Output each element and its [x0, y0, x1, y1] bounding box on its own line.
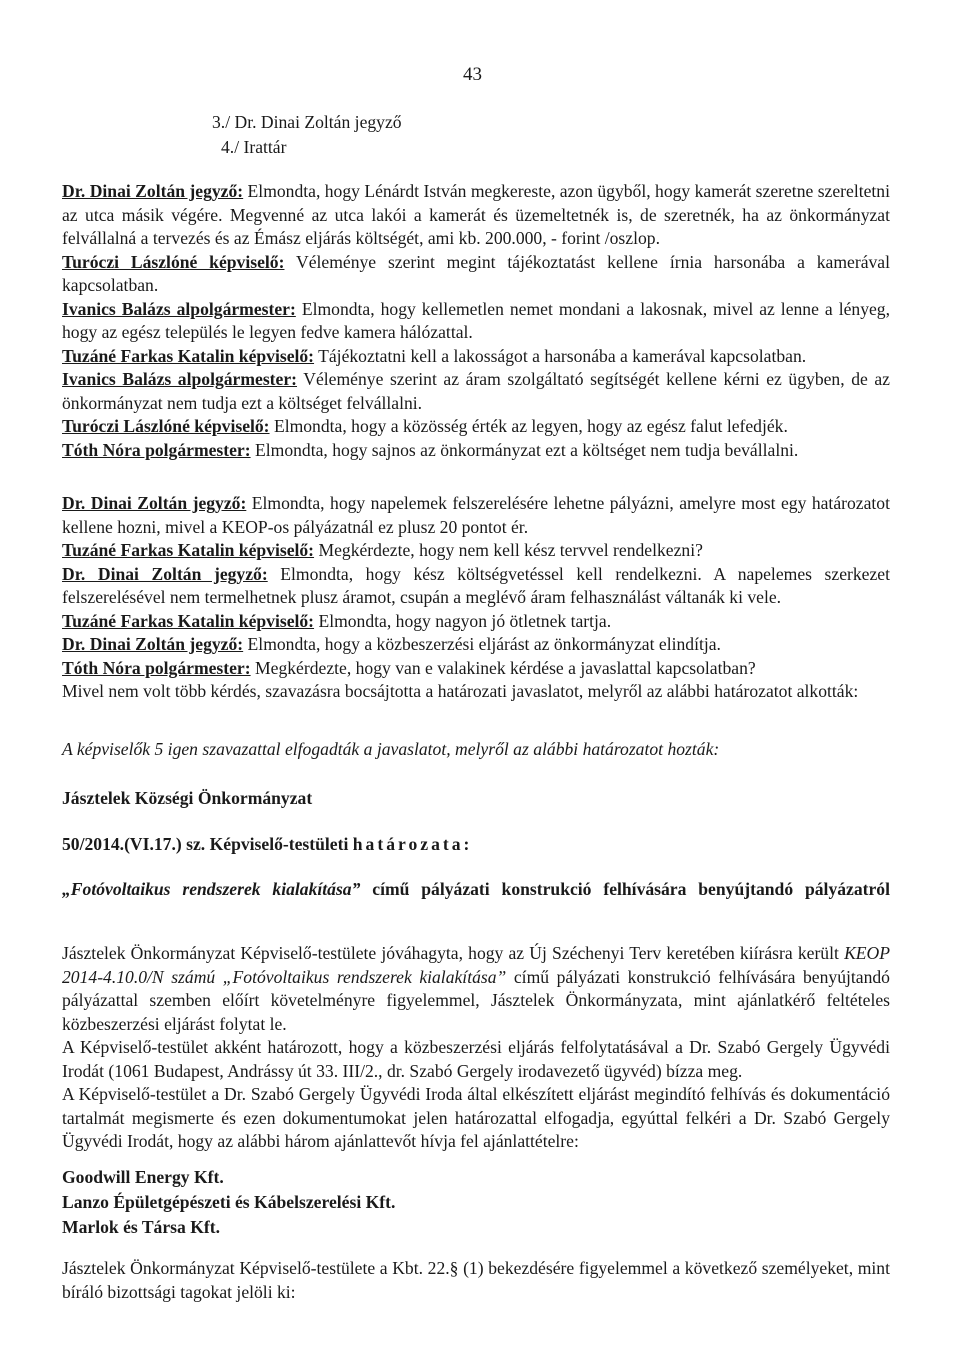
body-text: Jásztelek Önkormányzat Képviselő-testülete jóváhagyta, hogy az Új Széchenyi Terv keretében kiírásra került [62, 943, 845, 963]
statement-text: Véleménye szerint megint tájékoztatást kellene írnia harsonába a kamerával kapcsolatban. [62, 251, 890, 295]
speaker: Dr. Dinai Zoltán jegyző: [62, 634, 244, 654]
statement [62, 180, 890, 251]
title-quoted: „Fotóvoltaikus rendszerek kialakítása” [62, 879, 361, 899]
body-text: című pályázati konstrukció felhívására benyújtandó pályázattal szemben előírt követelményre figyelemmel, Jásztelek Önkormányzata, mint ajánlatkérő feltételes közbeszerzési eljárást folytat le. [62, 966, 890, 1034]
speaker: Tuzáné Farkas Katalin képviselő: [62, 345, 315, 366]
statement-text: Elmondta, hogy napelemek felszerelésére lehetne pályázni, amelyre most egy határozatot kellene hozni, mivel a KEOP-os pályázatnál ez plusz 20 pontot ér. [62, 493, 890, 537]
body-paragraph: A Képviselő-testület akként határozott, hogy a közbeszerzési eljárás felfolytatásával a Dr. Szabó Gergely Ügyvédi Irodát (1061 Budapest, Andrássy út 33. III/2., dr. Szabó Gergely irodavezető ügyvéd) bízza meg. [62, 1037, 890, 1081]
resolution-body [62, 942, 890, 1154]
body-paragraph [62, 942, 890, 1036]
company-item: Lanzo Épületgépészeti és Kábelszerelési Kft. [62, 1192, 396, 1212]
title-rest: című pályázati konstrukció felhívására benyújtandó pályázatról [360, 879, 890, 899]
speaker: Tuzáné Farkas Katalin képviselő: [62, 610, 315, 631]
resolution-title [62, 878, 890, 902]
statement [62, 610, 890, 634]
speaker: Ivanics Balázs alpolgármester: [62, 298, 296, 319]
resolution-label: 50/2014.(VI.17.) sz. Képviselő-testületi [62, 834, 353, 854]
statement-text: Megkérdezte, hogy van e valakinek kérdése a javaslattal kapcsolatban? [250, 657, 756, 678]
speaker: Dr. Dinai Zoltán jegyző: [62, 493, 247, 513]
distribution-item: 3./ Dr. Dinai Zoltán jegyző [212, 112, 402, 132]
statement-text: Elmondta, hogy a közbeszerzési eljárást az önkormányzat elindítja. [243, 634, 721, 654]
body-text-italic: KEOP 2014-4.10.0/N számú „Fotóvoltaikus rendszerek kialakítása” [62, 943, 890, 987]
speaker: Turóczi Lászlóné képviselő: [62, 251, 285, 272]
resolution-spaced: határozata: [352, 834, 473, 854]
page-number: 43 [463, 64, 482, 85]
speaker: Turóczi Lászlóné képviselő: [62, 416, 270, 436]
distribution-list [212, 110, 402, 160]
statement [62, 415, 890, 439]
speaker: Dr. Dinai Zoltán jegyző: [62, 563, 268, 584]
distribution-item: 4./ Irattár [221, 137, 287, 157]
council-name: Jásztelek Községi Önkormányzat [62, 788, 313, 808]
statement-text: Elmondta, hogy a közösség érték az legyen, hogy az egész falut lefedjék. [269, 416, 788, 436]
statement [62, 439, 890, 463]
speaker: Tóth Nóra polgármester: [62, 657, 251, 678]
resolution-number [62, 833, 890, 857]
statement-text: Elmondta, hogy kész költségvetéssel kell rendelkezni. A napelemes szerkezet felszerelésével nem termelhetnek plusz áramot, csupán a meglévő áram felhasználást váltanák ki vele. [62, 563, 890, 607]
vote-result: A képviselők 5 igen szavazattal elfogadták a javaslatot, melyről az alábbi határozatot hozták: [62, 739, 720, 759]
statement-text: Tájékoztatni kell a lakosságot a harsonába a kamerával kapcsolatban. [314, 345, 807, 366]
speaker: Ivanics Balázs alpolgármester: [62, 369, 298, 389]
company-item: Marlok és Társa Kft. [62, 1217, 221, 1237]
statement [62, 368, 890, 415]
company-list [62, 1165, 890, 1240]
company-item: Goodwill Energy Kft. [62, 1167, 224, 1187]
statement [62, 563, 890, 610]
statement [62, 298, 890, 345]
statement [62, 633, 890, 657]
statement [62, 657, 890, 681]
statement [62, 539, 890, 563]
statement [62, 492, 890, 539]
body-paragraph: A Képviselő-testület a Dr. Szabó Gergely Ügyvédi Iroda által elkészített eljárást megindító felhívás és dokumentáció tartalmát megismerte és ezen dokumentumokat jelen határozattal elfogadja, egyúttal felkéri a Dr. Szabó Gergely Ügyvédi Irodát, hogy az alábbi három ajánlattevőt hívja fel ajánlattételre: [62, 1084, 890, 1151]
statement-text: Véleménye szerint az áram szolgáltató segítségét kellene kérni ez ügyben, de az önkormányzat nem tudja ezt a költséget felvállalni. [62, 369, 890, 413]
discussion-section-2 [62, 492, 890, 704]
speaker: Tuzáné Farkas Katalin képviselő: [62, 540, 315, 560]
committee-paragraph: Jásztelek Önkormányzat Képviselő-testülete a Kbt. 22.§ (1) bekezdésére figyelemmel a következő személyeket, mint bíráló bizottsági tagokat jelöli ki: [62, 1258, 890, 1302]
discussion-section-1 [62, 180, 890, 462]
speaker: Dr. Dinai Zoltán jegyző: [62, 181, 244, 201]
statement [62, 345, 890, 369]
statement [62, 251, 890, 298]
statement-text: Elmondta, hogy sajnos az önkormányzat ezt a költséget nem tudja bevállalni. [250, 439, 799, 460]
statement-text: Elmondta, hogy nagyon jó ötletnek tartja. [314, 610, 612, 631]
closing-statement: Mivel nem volt több kérdés, szavazásra bocsájtotta a határozati javaslatot, melyről az alábbi határozatot alkották: [62, 681, 859, 701]
statement-text: Megkérdezte, hogy nem kell kész tervvel rendelkezni? [314, 540, 703, 560]
statement-text: Elmondta, hogy kellemetlen nemet mondani a lakosnak, mivel az lenne a lényeg, hogy az egész település le legyen fedve kamera hálózattal. [62, 298, 890, 342]
statement-text: Elmondta, hogy Lénárdt István megkereste, azon ügyből, hogy kamerát szeretne szereltetni az utca másik végére. Megvenné az utca lakói a kamerát és üzemeltetnék is, de szeretnék, ha az önkormányzat felvállalná a tervezés és az Émász eljárás költségét, ami kb. 200.000, - forint /oszlop. [62, 181, 890, 248]
speaker: Tóth Nóra polgármester: [62, 439, 251, 460]
